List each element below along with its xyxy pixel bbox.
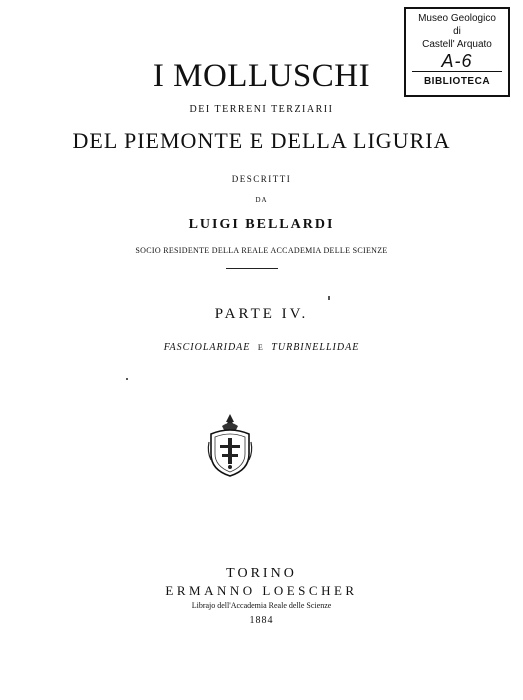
book-title: I MOLLUSCHI [152,58,371,94]
families-line [0,342,523,353]
publisher-name: ERMANNO LOESCHER [165,583,358,598]
ink-speck [126,378,128,380]
family-conjunction: E [257,343,264,352]
family-second: TURBINELLIDAE [271,342,360,353]
author-name: LUIGI BELLARDI [188,217,335,232]
publication-year: 1884 [249,615,274,626]
family-first: FASCIOLARIDAE [163,342,251,353]
subtitle-line1: DEI TERRENI TERZIARII [189,104,334,115]
divider-rule [226,268,278,269]
part-number: PARTE IV. [214,306,309,322]
author-role: SOCIO RESIDENTE DELLA REALE ACCADEMIA DELLE SCIENZE [135,246,388,255]
stamp-place: Castell' Arquato [422,39,492,50]
publication-city: TORINO [226,566,297,581]
stamp-shelf-mark: A-6 [412,51,502,72]
crest-icon [205,412,255,478]
ink-speck [328,296,330,300]
by-label: DA [255,196,268,204]
stamp-museum: Museo Geologico [418,13,496,24]
stamp-library: BIBLIOTECA [423,76,491,87]
subtitle-line2: DEL PIEMONTE E DELLA LIGURIA [72,128,451,153]
described-label: DESCRITTI [231,174,292,184]
publisher-role: Librajo dell'Accademia Reale delle Scienze [191,601,332,610]
stamp-di: di [453,26,461,37]
